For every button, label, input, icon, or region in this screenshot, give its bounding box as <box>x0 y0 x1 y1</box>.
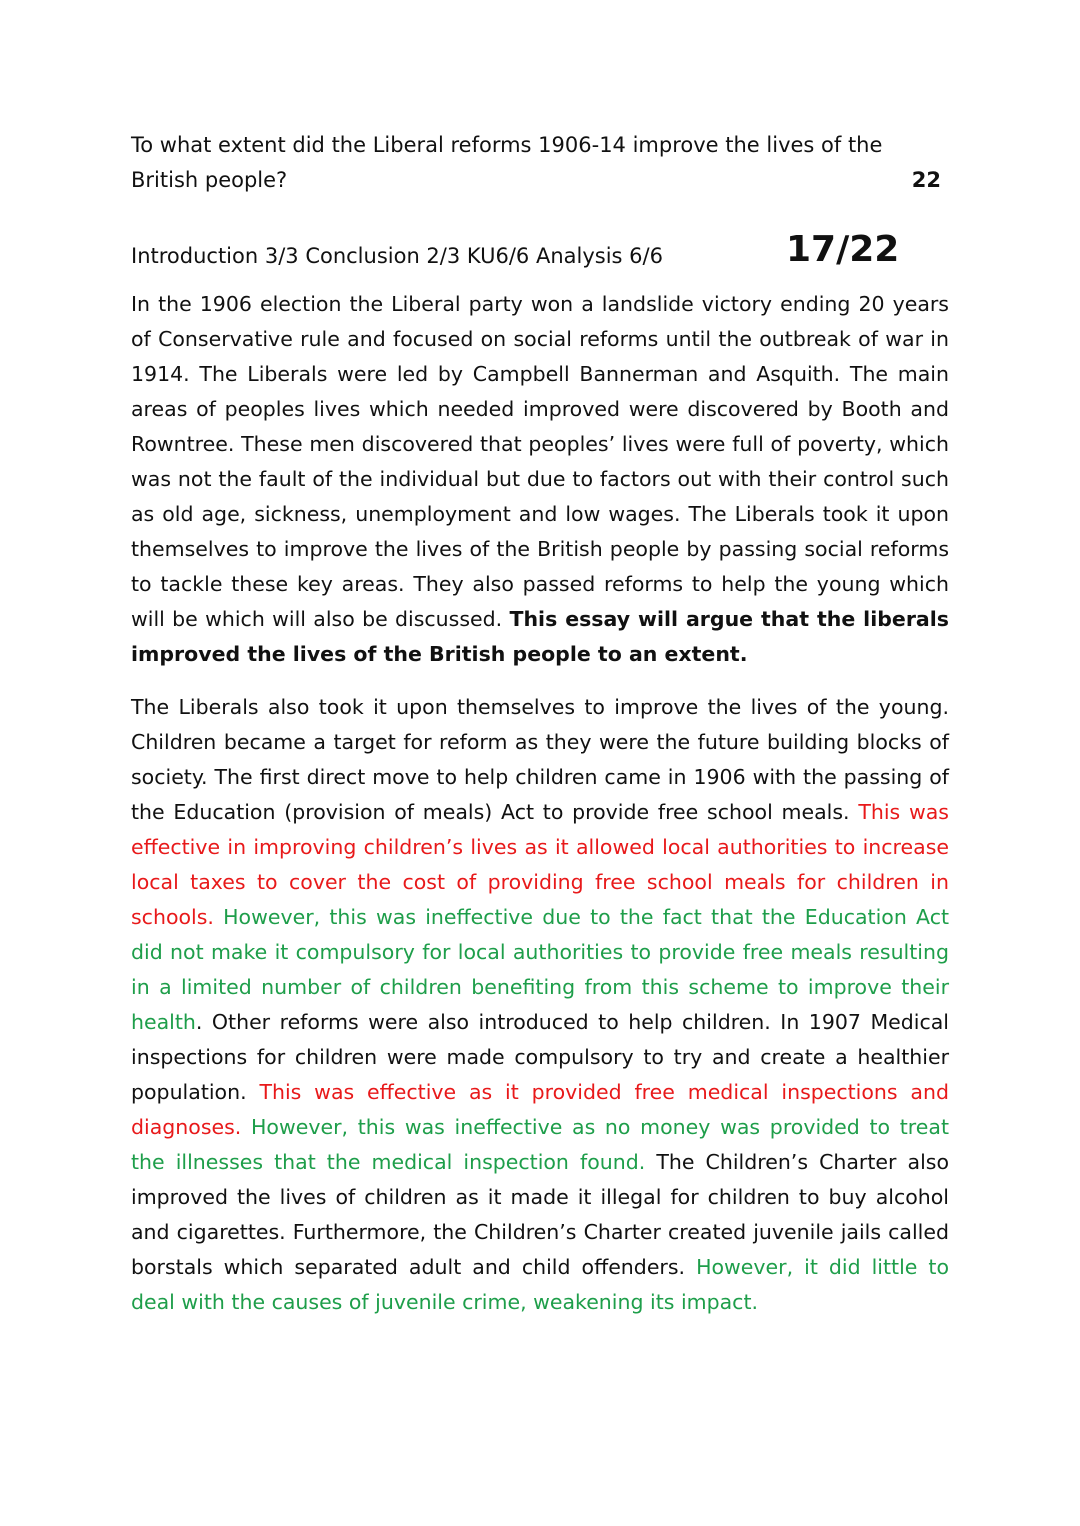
essay-question <box>131 128 949 198</box>
question-marks: 22 <box>911 168 941 192</box>
body-sentence-charter: The Children’s Charter also improved the lives of children as it made it illegal for children to buy alcohol and cigarettes. Furthermore, the Children’s Charter created juvenile jails called borstals which separated adult and child offenders. <box>131 1150 949 1279</box>
total-score: 17/22 <box>786 229 900 270</box>
question-text: To what extent did the Liberal reforms 1906-14 improve the lives of the British people? <box>131 133 883 192</box>
introduction-paragraph <box>131 287 949 672</box>
ineffective-point-charter: However, it did little to deal with the causes of juvenile crime, weakening its impact. <box>131 1255 949 1314</box>
body-paragraph-children <box>131 690 949 1320</box>
marks-summary <box>131 229 949 278</box>
thesis-statement: This essay will argue that the liberals improved the lives of the British people to an extent. <box>131 607 949 666</box>
effective-point-medical: This was effective as it provided free medical inspections and diagnoses. <box>131 1080 950 1139</box>
essay-content <box>131 128 949 1320</box>
intro-text: In the 1906 election the Liberal party won a landslide victory ending 20 years of Conservative rule and focused on social reforms until the outbreak of war in 1914. The Liberals were led by Campbell Bannerman and Asquith. The main areas of peoples lives which needed improved were discovered by Booth and Rowntree. These men discovered that peoples’ lives were full of poverty, which was not the fault of the individual but due to factors out with their control such as old age, sickness, unemployment and low wages. The Liberals took it upon themselves to improve the lives of the British people by passing social reforms to tackle these key areas. They also passed reforms to help the young which will be which will also be discussed. <box>131 292 949 631</box>
effective-point-meals: This was effective in improving children’s lives as it allowed local authorities to increase local taxes to cover the cost of providing free school meals for children in schools. <box>131 800 949 929</box>
marks-breakdown: Introduction 3/3 Conclusion 2/3 KU6/6 Analysis 6/6 <box>131 244 663 268</box>
ineffective-point-meals: However, this was ineffective due to the fact that the Education Act did not make it compulsory for local authorities to provide free meals resulting in a limited number of children benefiting from this scheme to improve their health <box>131 905 949 1034</box>
body-sentence-context: The Liberals also took it upon themselves to improve the lives of the young. Children became a target for reform as they were the future building blocks of society. The first direct move to help children came in 1906 with the passing of the Education (provision of meals) Act to provide free school meals. <box>131 695 949 824</box>
body-sentence-medical: . Other reforms were also introduced to help children. In 1907 Medical inspections for children were made compulsory to try and create a healthier population. <box>131 1010 949 1104</box>
ineffective-point-medical: However, this was ineffective as no money was provided to treat the illnesses that the medical inspection found. <box>131 1115 949 1174</box>
